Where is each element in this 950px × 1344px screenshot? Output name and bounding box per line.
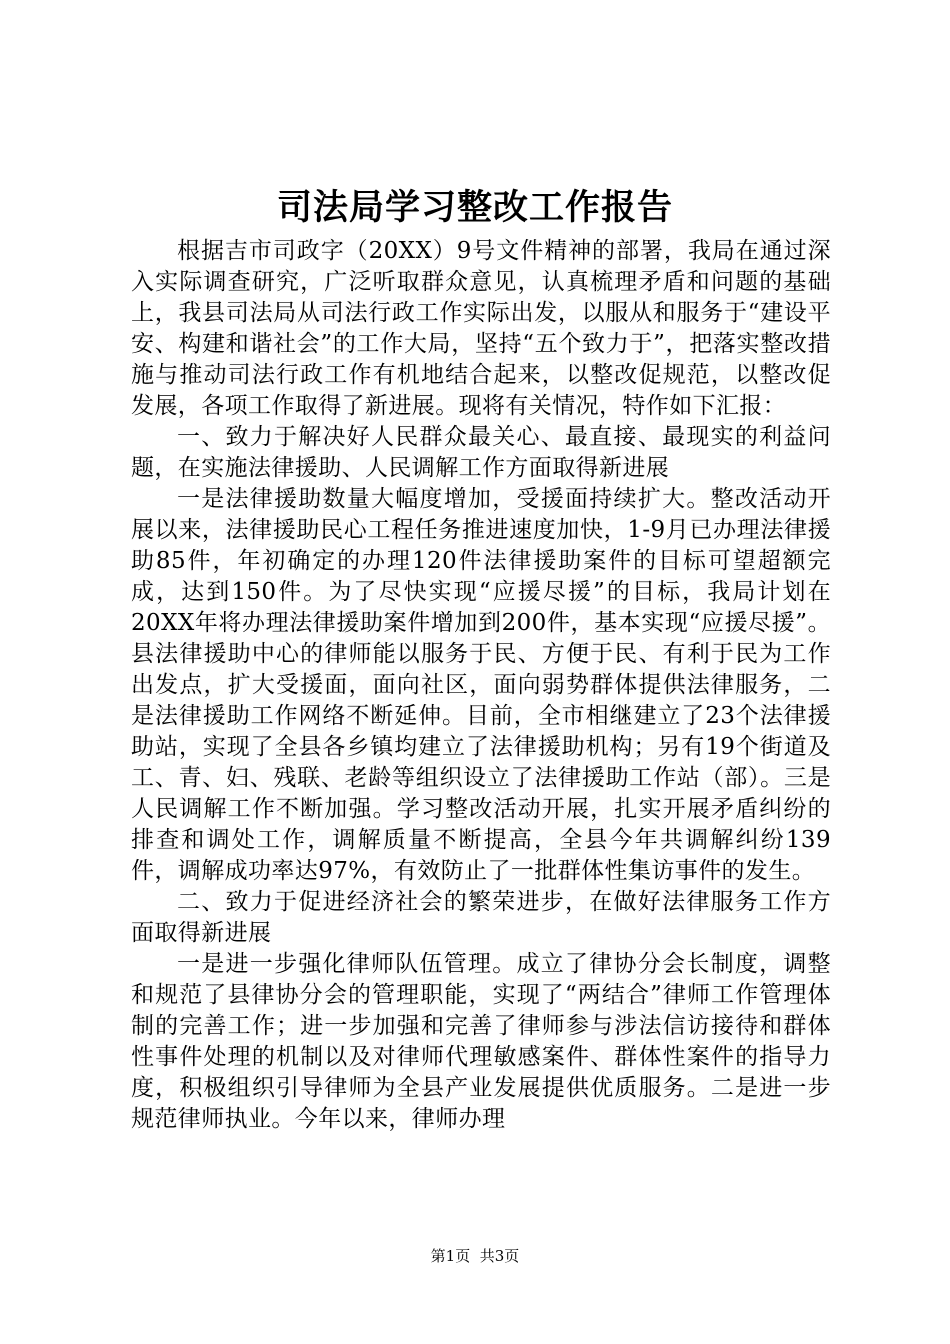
paragraph-section-2-heading: 二、致力于促进经济社会的繁荣进步，在做好法律服务工作方面取得新进展 bbox=[131, 889, 831, 946]
paragraph-section-2-body: 一是进一步强化律师队伍管理。成立了律协分会长制度，调整和规范了县律协分会的管理职能，实现了“两结合”律师工作管理体制的完善工作；进一步加强和完善了律师参与涉法信访接待和群体性事件处理的机制以及对律师代理敏感案件、群体性案件的指导力度，积极组织引导律师为全县产业发展提供优质服务。二是进一步规范律师执业。今年以来，律师办理 bbox=[131, 951, 831, 1132]
document-body bbox=[131, 236, 831, 1135]
paragraph-intro: 根据吉市司政字（20XX）9号文件精神的部署，我局在通过深入实际调查研究，广泛听取群众意见，认真梳理矛盾和问题的基础上，我县司法局从司法行政工作实际出发，以服从和服务于“建设平安、构建和谐社会”的工作大局，坚持“五个致力于”，把落实整改措施与推动司法行政工作有机地结合起来，以整改促规范，以整改促发展，各项工作取得了新进展。现将有关情况，特作如下汇报： bbox=[131, 238, 831, 419]
document-title: 司法局学习整改工作报告 bbox=[276, 187, 673, 228]
paragraph-section-1-heading: 一、致力于解决好人民群众最关心、最直接、最现实的利益问题，在实施法律援助、人民调解工作方面取得新进展 bbox=[131, 424, 831, 481]
page-footer bbox=[0, 1246, 950, 1266]
page-number: 第1页 bbox=[430, 1247, 471, 1265]
paragraph-section-1-body: 一是法律援助数量大幅度增加，受援面持续扩大。整改活动开展以来，法律援助民心工程任务推进速度加快，1-9月已办理法律援助85件，年初确定的办理120件法律援助案件的目标可望超额完成，达到150件。为了尽快实现“应援尽援”的目标，我局计划在20XX年将办理法律援助案件增加到200件，基本实现“应援尽援”。县法律援助中心的律师能以服务于民、方便于民、有利于民为工作出发点，扩大受援面，面向社区，面向弱势群体提供法律服务，二是法律援助工作网络不断延伸。目前，全市相继建立了23个法律援助站，实现了全县各乡镇均建立了法律援助机构；另有19个街道及工、青、妇、残联、老龄等组织设立了法律援助工作站（部）。三是人民调解工作不断加强。学习整改活动开展，扎实开展矛盾纠纷的排查和调处工作，调解质量不断提高，全县今年共调解纠纷139件，调解成功率达97%，有效防止了一批群体性集访事件的发生。 bbox=[131, 486, 831, 884]
page-total: 共3页 bbox=[479, 1247, 520, 1265]
